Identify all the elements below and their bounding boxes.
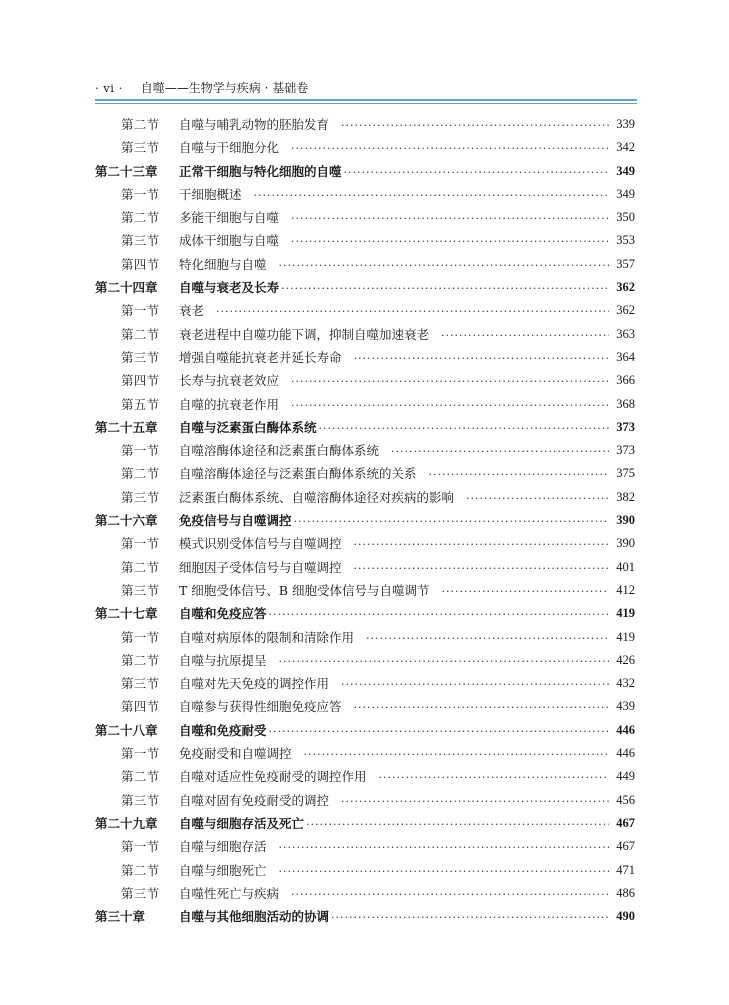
page-ref: 449	[616, 769, 635, 784]
page-ref: 419	[616, 629, 635, 644]
toc-section-entry[interactable]	[95, 649, 635, 672]
toc-section-entry[interactable]	[95, 299, 635, 322]
dot-leader	[291, 882, 609, 905]
section-title: 自噬的抗衰老作用	[179, 396, 280, 412]
section-number: 第三节	[121, 489, 160, 505]
section-number: 第一节	[121, 443, 160, 459]
section-title: 自噬与细胞死亡	[179, 862, 267, 878]
toc-section-entry[interactable]	[95, 346, 635, 369]
section-number: 第二节	[121, 652, 160, 668]
section-number: 第一节	[121, 303, 160, 319]
chapter-title: 自噬与其他细胞活动的协调	[179, 909, 330, 925]
toc-section-entry[interactable]	[95, 579, 635, 602]
section-title: 多能干细胞与自噬	[179, 210, 280, 226]
dot-leader	[429, 462, 609, 485]
dot-leader	[354, 532, 609, 555]
section-title: 细胞因子受体信号与自噬调控	[179, 559, 342, 575]
chapter-number: 第三十章	[95, 909, 146, 925]
page-ref: 362	[616, 303, 635, 318]
section-number: 第三节	[121, 349, 160, 365]
page-ref: 366	[616, 373, 635, 388]
dot-leader	[279, 253, 609, 276]
chapter-number: 第二十七章	[95, 606, 158, 622]
page-ref: 486	[616, 885, 635, 900]
dot-leader	[344, 160, 609, 183]
section-number: 第一节	[121, 839, 160, 855]
page-ref: 339	[616, 117, 635, 131]
section-number: 第三节	[121, 885, 160, 901]
dot-leader	[354, 556, 609, 579]
dot-leader	[216, 299, 609, 322]
page-ref: 471	[616, 862, 635, 877]
section-number: 第五节	[121, 396, 160, 412]
chapter-title: 自噬和免疫耐受	[179, 722, 267, 738]
dot-leader	[466, 486, 609, 509]
section-title: 自噬与干细胞分化	[179, 140, 280, 156]
toc-section-entry[interactable]	[95, 253, 635, 276]
page-ref: 375	[616, 466, 635, 481]
dot-leader	[291, 393, 609, 416]
section-number: 第一节	[121, 186, 160, 202]
chapter-number: 第二十四章	[95, 280, 158, 296]
section-number: 第三节	[121, 140, 160, 156]
section-number: 第四节	[121, 699, 160, 715]
dot-leader	[291, 229, 609, 252]
section-title: 自噬性死亡与疾病	[179, 885, 280, 901]
dot-leader	[279, 649, 609, 672]
section-title: 衰老进程中自噬功能下调，抑制自噬加速衰老	[179, 326, 430, 342]
page-ref: 349	[616, 163, 635, 178]
page-ref: 350	[616, 210, 635, 225]
section-title: 自噬对先天免疫的调控作用	[179, 676, 330, 692]
toc-section-entry[interactable]	[95, 882, 635, 905]
toc-section-entry[interactable]	[95, 136, 635, 159]
toc-section-entry[interactable]	[95, 113, 635, 136]
page-ref: 363	[616, 326, 635, 341]
toc-section-entry[interactable]	[95, 556, 635, 579]
toc-section-entry[interactable]	[95, 369, 635, 392]
section-title: 自噬与抗原提呈	[179, 652, 267, 668]
dot-leader	[269, 719, 609, 742]
section-number: 第三节	[121, 676, 160, 692]
section-number: 第二节	[121, 862, 160, 878]
page-ref: 349	[616, 186, 635, 201]
section-number: 第三节	[121, 582, 160, 598]
section-title: 自噬溶酶体途径和泛素蛋白酶体系统	[179, 443, 380, 459]
chapter-title: 自噬与细胞存活及死亡	[179, 815, 305, 831]
section-title: 模式识别受体信号与自噬调控	[179, 536, 342, 552]
chapter-title: 自噬与泛素蛋白酶体系统	[179, 419, 317, 435]
toc-section-entry[interactable]	[95, 626, 635, 649]
toc-section-entry[interactable]	[95, 742, 635, 765]
dot-leader	[304, 742, 609, 765]
toc-chapter-entry[interactable]	[95, 509, 635, 532]
page-ref: 446	[616, 722, 635, 737]
page-ref: 446	[616, 746, 635, 761]
section-number: 第二节	[121, 210, 160, 226]
chapter-number: 第二十八章	[95, 722, 158, 738]
dot-leader	[291, 136, 609, 159]
section-title: 特化细胞与自噬	[179, 256, 267, 272]
chapter-title: 正常干细胞与特化细胞的自噬	[179, 163, 342, 179]
page-ref: 490	[616, 909, 635, 924]
page-number: · vi ·	[95, 81, 123, 95]
dot-leader	[441, 323, 609, 346]
page-ref: 382	[616, 489, 635, 504]
dot-leader	[279, 859, 609, 882]
chapter-title: 自噬和免疫应答	[179, 606, 267, 622]
dot-leader	[331, 905, 609, 928]
toc-section-entry[interactable]	[95, 206, 635, 229]
toc-section-entry[interactable]	[95, 835, 635, 858]
page-ref: 467	[616, 839, 635, 854]
header-rule-thick	[95, 99, 637, 101]
dot-leader	[391, 439, 609, 462]
section-number: 第三节	[121, 233, 160, 249]
section-number: 第四节	[121, 373, 160, 389]
toc-section-entry[interactable]	[95, 789, 635, 812]
section-title: 自噬与细胞存活	[179, 839, 267, 855]
section-number: 第二节	[121, 466, 160, 482]
section-number: 第三节	[121, 792, 160, 808]
section-title: 自噬对适应性免疫耐受的调控作用	[179, 769, 367, 785]
section-title: 自噬与哺乳动物的胚胎发育	[179, 117, 330, 132]
section-title: 衰老	[179, 303, 205, 319]
page-ref: 368	[616, 396, 635, 411]
section-title: 自噬溶酶体途径与泛素蛋白酶体系统的关系	[179, 466, 417, 482]
toc-section-entry[interactable]	[95, 229, 635, 252]
toc-chapter-entry[interactable]	[95, 602, 635, 625]
toc-section-entry[interactable]	[95, 393, 635, 416]
toc-chapter-entry[interactable]	[95, 905, 635, 928]
page-ref: 467	[616, 815, 635, 830]
dot-leader	[254, 183, 609, 206]
section-title: T 细胞受体信号、B 细胞受体信号与自噬调节	[179, 582, 430, 598]
toc-section-entry[interactable]	[95, 859, 635, 882]
dot-leader	[366, 626, 609, 649]
section-title: 自噬对病原体的限制和清除作用	[179, 629, 355, 645]
dot-leader	[291, 369, 609, 392]
section-title: 干细胞概述	[179, 186, 242, 202]
chapter-title: 自噬与衰老及长寿	[179, 280, 280, 296]
toc-chapter-entry[interactable]	[95, 160, 635, 183]
section-number: 第二节	[121, 559, 160, 575]
dot-leader	[319, 416, 609, 439]
dot-leader	[341, 672, 609, 695]
dot-leader	[341, 113, 609, 136]
dot-leader	[379, 765, 609, 788]
page-ref: 373	[616, 419, 635, 434]
toc-section-entry[interactable]	[95, 765, 635, 788]
dot-leader	[306, 812, 609, 835]
section-number: 第二节	[121, 117, 160, 132]
section-title: 自噬参与获得性细胞免疫应答	[179, 699, 342, 715]
toc-section-entry[interactable]	[95, 672, 635, 695]
dot-leader	[281, 276, 609, 299]
header-rule-thin	[95, 103, 637, 104]
section-title: 成体干细胞与自噬	[179, 233, 280, 249]
page-ref: 401	[616, 559, 635, 574]
chapter-number: 第二十六章	[95, 513, 158, 529]
page-ref: 456	[616, 792, 635, 807]
toc-chapter-entry[interactable]	[95, 416, 635, 439]
toc-section-entry[interactable]	[95, 486, 635, 509]
chapter-number: 第二十三章	[95, 163, 158, 179]
toc-section-entry[interactable]	[95, 695, 635, 718]
toc-chapter-entry[interactable]	[95, 719, 635, 742]
table-of-contents	[95, 113, 635, 928]
page-ref: 364	[616, 349, 635, 364]
dot-leader	[291, 206, 609, 229]
section-number: 第二节	[121, 769, 160, 785]
page-ref: 390	[616, 536, 635, 551]
dot-leader	[279, 835, 609, 858]
page-ref: 353	[616, 233, 635, 248]
dot-leader	[354, 695, 609, 718]
section-title: 长寿与抗衰老效应	[179, 373, 280, 389]
toc-section-entry[interactable]	[95, 462, 635, 485]
dot-leader	[341, 789, 609, 812]
dot-leader	[294, 509, 609, 532]
page-ref: 439	[616, 699, 635, 714]
section-number: 第二节	[121, 326, 160, 342]
page-ref: 342	[616, 140, 635, 155]
running-header	[95, 78, 637, 98]
toc-chapter-entry[interactable]	[95, 812, 635, 835]
toc-section-entry[interactable]	[95, 183, 635, 206]
dot-leader	[441, 579, 609, 602]
section-number: 第一节	[121, 536, 160, 552]
toc-chapter-entry[interactable]	[95, 276, 635, 299]
chapter-number: 第二十九章	[95, 815, 158, 831]
section-number: 第四节	[121, 256, 160, 272]
section-title: 增强自噬能抗衰老并延长寿命	[179, 349, 342, 365]
page-ref: 373	[616, 443, 635, 458]
chapter-title: 免疫信号与自噬调控	[179, 513, 292, 529]
section-title: 自噬对固有免疫耐受的调控	[179, 792, 330, 808]
dot-leader	[354, 346, 609, 369]
chapter-number: 第二十五章	[95, 419, 158, 435]
page-ref: 419	[616, 606, 635, 621]
page-ref: 412	[616, 582, 635, 597]
page-ref: 432	[616, 676, 635, 691]
book-title: 自噬——生物学与疾病 · 基础卷	[140, 81, 309, 95]
page-ref: 362	[616, 280, 635, 295]
toc-section-entry[interactable]	[95, 532, 635, 555]
page-ref: 390	[616, 513, 635, 528]
page-ref: 357	[616, 256, 635, 271]
page-ref: 426	[616, 652, 635, 667]
section-number: 第一节	[121, 746, 160, 762]
toc-section-entry[interactable]	[95, 439, 635, 462]
section-title: 泛素蛋白酶体系统、自噬溶酶体途径对疾病的影响	[179, 489, 455, 505]
toc-section-entry[interactable]	[95, 323, 635, 346]
section-title: 免疫耐受和自噬调控	[179, 746, 292, 762]
section-number: 第一节	[121, 629, 160, 645]
dot-leader	[269, 602, 609, 625]
